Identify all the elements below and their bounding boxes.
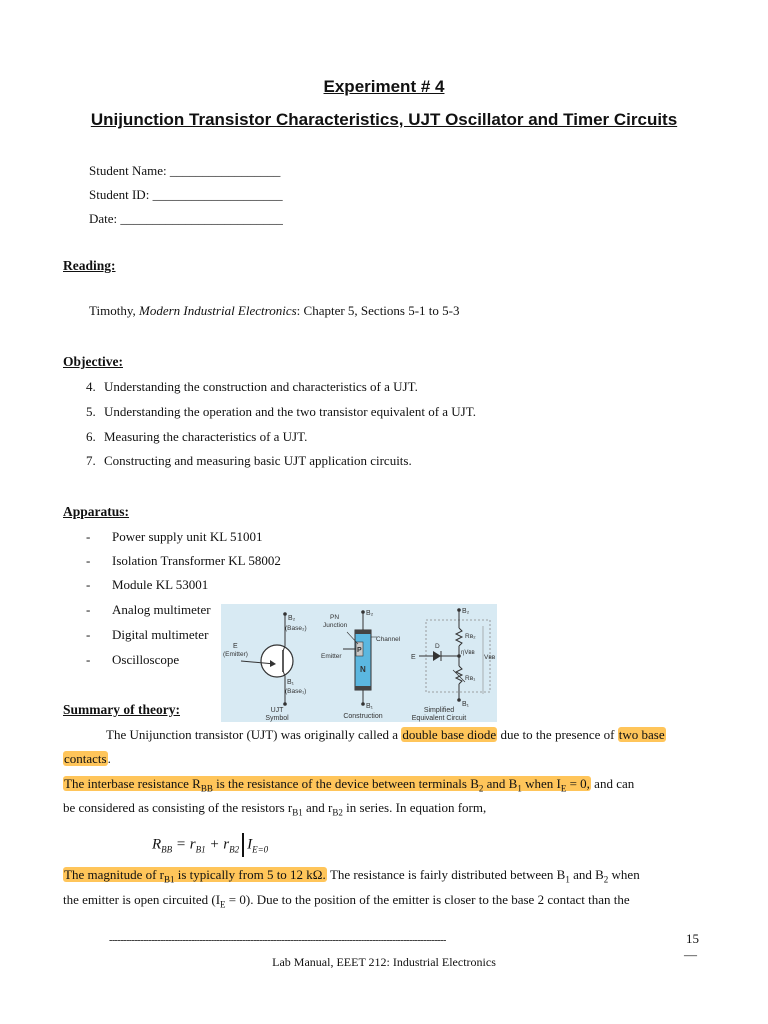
- equivalent-caption: Equivalent Circuit: [411, 715, 467, 722]
- objective-item: [86, 429, 307, 445]
- reading-book: Modern Industrial Electronics: [138, 303, 297, 318]
- apparatus-text: Power supply unit KL 51001: [112, 529, 263, 544]
- objective-item: [86, 453, 412, 469]
- theory-text: due to the presence of: [497, 727, 618, 742]
- highlight-interbase-resistance: The interbase resistance $R_{BB}$ is the resistance of the device between terminals $B_2$ and $B_1$ when $I_E = 0$,: [64, 776, 590, 794]
- construction-b1-label: B₁: [366, 703, 374, 710]
- equivalent-d-label: D: [435, 643, 440, 650]
- theory-heading: Summary of theory:: [63, 702, 180, 717]
- equivalent-rb1-label: Rʙ₁: [465, 675, 476, 682]
- symbol-caption: UJT: [270, 707, 284, 714]
- theory-paragraph-line: the emitter is open circuited $(I_E = 0)$. Due to the position of the emitter is closer to the base 2 contact than the: [63, 892, 630, 910]
- theory-text: and can: [590, 776, 635, 791]
- symbol-caption: Symbol: [265, 715, 289, 722]
- theory-paragraph-line: [63, 776, 634, 794]
- date-label: Date:: [89, 211, 118, 226]
- student-name-blank: _________________: [169, 163, 281, 178]
- ujt-diagram: [221, 604, 497, 722]
- apparatus-text: Isolation Transformer KL 58002: [112, 553, 281, 568]
- apparatus-text: Oscilloscope: [112, 652, 180, 667]
- symbol-emitter-label: (Emitter): [223, 651, 248, 658]
- page-title: Unijunction Transistor Characteristics, UJT Oscillator and Timer Circuits: [90, 110, 678, 129]
- construction-b2-label: B₂: [366, 610, 374, 617]
- student-name-label: Student Name:: [89, 163, 167, 178]
- theory-paragraph-line: [106, 727, 666, 743]
- equivalent-vbb-label: Vʙʙ: [484, 654, 496, 661]
- construction-junction-label: Junction: [323, 622, 348, 629]
- date-blank: _________________________: [120, 211, 283, 226]
- ujt-equivalent-circuit: [411, 608, 496, 722]
- ujt-figure: [221, 604, 497, 722]
- interbase-equation: $R_{BB} = r_{B1} + r_{B2}$ $I_{E=0}$: [152, 833, 268, 857]
- objective-text: Constructing and measuring basic UJT application circuits.: [104, 453, 412, 468]
- equivalent-caption: Simplified: [423, 707, 455, 714]
- highlight-rb1-magnitude: The magnitude of $r_{B1}$ is typically from 5 to 12 kΩ.: [64, 867, 326, 885]
- symbol-b2-label: B₂: [288, 615, 296, 622]
- student-id-blank: ____________________: [152, 187, 283, 202]
- experiment-number: Experiment # 4: [323, 77, 445, 96]
- highlight-two-base: two base: [618, 727, 665, 742]
- apparatus-item: - Oscilloscope: [86, 652, 180, 667]
- symbol-e-label: E: [233, 643, 238, 650]
- student-id-label: Student ID:: [89, 187, 150, 202]
- symbol-base1-label: (Base₁): [285, 688, 307, 695]
- footer-text: Lab Manual, EEET 212: Industrial Electronics: [272, 955, 496, 969]
- symbol-base2-label: (Base₂): [285, 625, 307, 632]
- apparatus-heading: Apparatus:: [63, 504, 130, 519]
- student-name-field: [89, 163, 280, 179]
- highlight-double-base-diode: double base diode: [402, 727, 497, 742]
- objective-number: 7.: [86, 453, 96, 468]
- apparatus-text: Analog multimeter: [112, 602, 211, 617]
- apparatus-text: Digital multimeter: [112, 627, 209, 642]
- equivalent-b1-label: B₁: [462, 701, 470, 708]
- objective-text: Understanding the operation and the two transistor equivalent of a UJT.: [104, 404, 476, 419]
- theory-text: The Unijunction transistor (UJT) was originally called a: [106, 727, 402, 742]
- apparatus-item: - Digital multimeter: [86, 627, 209, 642]
- equivalent-e-label: E: [411, 654, 416, 661]
- objective-item: [86, 404, 476, 420]
- construction-pn-label: PN: [330, 614, 340, 621]
- construction-emitter-label: Emitter: [321, 653, 342, 660]
- objective-number: 4.: [86, 379, 96, 394]
- objective-number: 5.: [86, 404, 96, 419]
- reading-heading: Reading:: [63, 258, 116, 273]
- theory-paragraph-line: The magnitude of $r_{B1}$ is typically from 5 to 12 kΩ. The resistance is fairly distributed between $B_1$ and $B_2$ when: [64, 867, 640, 885]
- symbol-b1-label: B₁: [287, 679, 295, 686]
- ujt-construction: [321, 610, 401, 720]
- apparatus-item: - Isolation Transformer KL 58002: [86, 553, 281, 568]
- construction-p-label: P: [357, 647, 362, 654]
- objective-number: 6.: [86, 429, 96, 444]
- apparatus-item: - Analog multimeter: [86, 602, 211, 617]
- apparatus-item: - Power supply unit KL 51001: [86, 529, 263, 544]
- objective-heading: Objective:: [63, 354, 123, 369]
- equivalent-vd-label: ηVʙʙ: [461, 650, 475, 656]
- apparatus-item: - Module KL 53001: [86, 577, 209, 592]
- theory-text: .: [107, 751, 111, 766]
- apparatus-text: Module KL 53001: [112, 577, 209, 592]
- ujt-symbol: [223, 612, 307, 722]
- page-number-rule: —: [684, 947, 697, 962]
- date-field: [89, 211, 283, 227]
- student-id-field: [89, 187, 283, 203]
- construction-caption: Construction: [343, 713, 383, 720]
- construction-channel-label: Channel: [376, 636, 401, 643]
- theory-paragraph-line: [63, 751, 111, 767]
- construction-n-label: N: [360, 665, 366, 674]
- reading-chapter: : Chapter 5, Sections 5-1 to 5-3: [296, 303, 460, 318]
- equivalent-b2-label: B₂: [462, 608, 470, 615]
- reading-reference: [89, 303, 460, 319]
- objective-item: [86, 379, 418, 395]
- page-number: 15: [686, 931, 699, 946]
- reading-author: Timothy,: [89, 303, 136, 318]
- objective-text: Understanding the construction and characteristics of a UJT.: [104, 379, 418, 394]
- equivalent-rb2-label: Rʙ₂: [465, 633, 476, 640]
- objective-text: Measuring the characteristics of a UJT.: [104, 429, 308, 444]
- footer-rule: -----------------------------------------------------------------------------------------------------------------------: [109, 935, 446, 946]
- highlight-contacts: contacts: [64, 751, 107, 766]
- theory-paragraph-line: be considered as consisting of the resistors $r_{B1}$ and $r_{B2}$ in series. In equation form,: [63, 800, 487, 818]
